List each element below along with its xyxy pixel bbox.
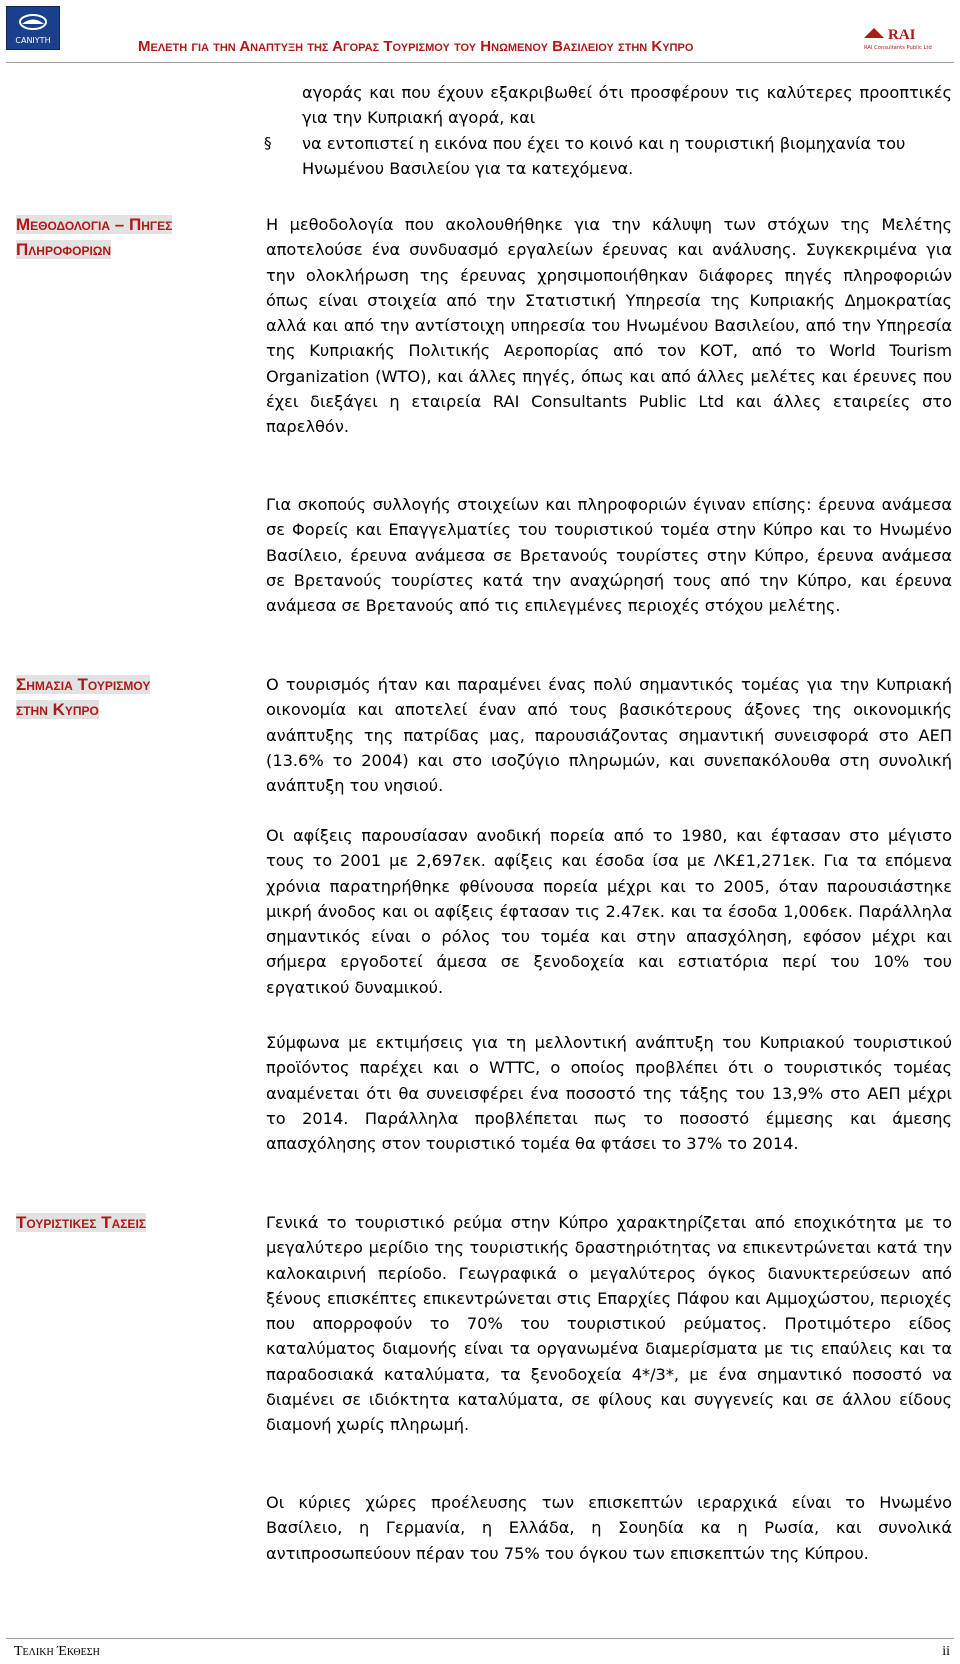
section-label-line2: Πληροφοριων [16, 240, 112, 259]
importance-paragraph-3: Σύμφωνα με εκτιμήσεις για τη μελλοντική ανάπτυξη του Κυπριακού τουριστικού προϊόντος παρέχει και ο WTTC, ο οποίος προβλέπει ότι ο τουριστικός τομέας αναμένεται ότι θα συνεισφέρει ένα ποσοστό της τάξης του 13,9% στο ΑΕΠ μέχρι το 2014. Παράλληλα προβλέπεται πως το ποσοστό έμμεσης και άμεσης απασχόλησης στον τουριστικό τομέα θα φτάσει το 37% το 2014. [266, 1033, 952, 1154]
footer-document-type: Τελικη Έκθεση [14, 1644, 100, 1659]
header-divider [6, 62, 954, 63]
section-label-line2: στην Κυπρο [16, 700, 99, 719]
left-logo-text: CANIYTH [15, 36, 51, 45]
section-label-tourism-importance [16, 672, 236, 722]
section-label-tourism-trends [16, 1210, 236, 1235]
section-label-line1: Τουριστικες Τασεις [16, 1213, 146, 1232]
importance-paragraph-2: Οι αφίξεις παρουσίασαν ανοδική πορεία από το 1980, και έφτασαν στο μέγιστο τους το 2001 με 2,697εκ. αφίξεις και έσοδα ίσα με ΛΚ£1,271εκ. Για τα επόμενα χρόνια παρατηρήθηκε φθίνουσα πορεία μέχρι και το 2005, όταν παρουσιάστηκε μικρή άνοδος και οι αφίξεις έφτασαν τις 2.47εκ. και τα έσοδα 1,006εκ. Παράλληλα σημαντικός είναι ο ρόλος του τομέα και στην απασχόληση, εφόσον μέχρι και σήμερα εργοδοτεί άμεσα σε ξενοδοχεία και εστιατόρια περί του 10% του εργατικού δυναμικού. [266, 826, 952, 997]
trends-paragraph-1: Γενικά το τουριστικό ρεύμα στην Κύπρο χαρακτηρίζεται από εποχικότητα με το μεγαλύτερο μερίδιο της τουριστικής δραστηριότητας να επικεντρώνεται κατά την καλοκαιρινή περίοδο. Γεωγραφικά ο μεγαλύτερος όγκος διανυκτερεύσεων από ξένους επισκέπτες επικεντρώνεται στις Επαρχίες Πάφου και Αμμοχώστου, περιοχές που απορροφούν το 70% του τουριστικού ρεύματος. Προτιμότερο είδος καταλύματος διαμονής είναι τα οργανωμένα διαμερίσματα με τις επαύλεις και τα παραδοσιακά καταλύματα, τα ξενοδοχεία 4*/3*, με ένα σημαντικό ποσοστό να διαμένει σε ιδιόκτητα καταλύματα, σε φίλους και συγγενείς και σε άλλου είδους διαμονή χωρίς πληρωμή. [266, 1213, 952, 1435]
section-label-line1: Μεθοδολογια – Πηγες [16, 215, 173, 234]
document-header-title: Μελετη για την Αναπτυξη της Αγορας Τουρισμου του Ηνωμενου Βασιλειου στην Κυπρο [138, 38, 694, 55]
trends-paragraph-2: Οι κύριες χώρες προέλευσης των επισκεπτών ιεραρχικά είναι το Ηνωμένο Βασίλειο, η Γερμανία, η Ελλάδα, η Σουηδία κα η Ρωσία, και συνολικά αντιπροσωπεύουν πέραν του 75% του όγκου των επισκεπτών της Κύπρου. [266, 1493, 952, 1563]
organization-logo [6, 6, 60, 50]
methodology-paragraph-2: Για σκοπούς συλλογής στοιχείων και πληροφοριών έγιναν επίσης: έρευνα ανάμεσα σε Φορείς και Επαγγελματίες του τουριστικού τομέα στην Κύπρο και το Ηνωμένο Βασίλειο, έρευνα ανάμεσα σε Βρετανούς τουρίστες στην Κύπρο, έρευνα ανάμεσα σε Βρετανούς τουρίστες κατά την αναχώρησή τους από την Κύπρο, και έρευνα ανάμεσα σε Βρετανούς από τις επιλεγμένες περιοχές στόχου μελέτης. [266, 495, 952, 616]
intro-continuation: αγοράς και που έχουν εξακριβωθεί ότι προσφέρουν τις καλύτερες προοπτικές για την Κυπριακή αγορά, και [302, 83, 952, 128]
right-logo-subtext: RAI Consultants Public Ltd [864, 45, 932, 51]
section-label-methodology [16, 212, 236, 262]
section-label-line1: Σημασια Τουρισμου [16, 675, 151, 694]
rai-logo [862, 24, 954, 52]
square-bullet-icon: § [264, 134, 272, 152]
page-number: ii [942, 1644, 950, 1659]
intro-bullet-text: να εντοπιστεί η εικόνα που έχει το κοινό και η τουριστική βιομηχανία του Ηνωμένου Βασιλείου για τα κατεχόμενα. [302, 134, 906, 179]
methodology-paragraph-1: Η μεθοδολογία που ακολουθήθηκε για την κάλυψη των στόχων της Μελέτης αποτελούσε ένα συνδυασμό εργαλείων έρευνας και ανάλυσης. Συγκεκριμένα για την ολοκλήρωση της έρευνας χρησιμοποιήθηκαν διάφορες πηγές πληροφοριών όπως είναι στοιχεία από την Στατιστική Υπηρεσία της Κυπριακής Δημοκρατίας αλλά και από την αντίστοιχη υπηρεσία του Ηνωμένου Βασιλείου, από την Υπηρεσία της Κυπριακής Πολιτικής Αεροπορίας από τον ΚΟΤ, από το World Tourism Organization (WTO), και άλλες πηγές, όπως και από άλλες μελέτες και έρευνες που έχει διεξάγει η εταιρεία RAI Consultants Public Ltd και άλλες εταιρείες στο παρελθόν. [266, 215, 952, 437]
footer-divider [6, 1638, 954, 1639]
importance-paragraph-1: Ο τουρισμός ήταν και παραμένει ένας πολύ σημαντικός τομέας για την Κυπριακή οικονομία και αποτελεί έναν από τους βασικότερους άξονες της οικονομικής ανάπτυξης της πατρίδας μας, παρουσιάζοντας σημαντική συνεισφορά στο ΑΕΠ (13.6% το 2004) και στο ισοζύγιο πληρωμών, και συνεπακόλουθα στη συνολική ανάπτυξη του νησιού. [266, 675, 952, 796]
right-logo-text: RAI [888, 27, 916, 43]
